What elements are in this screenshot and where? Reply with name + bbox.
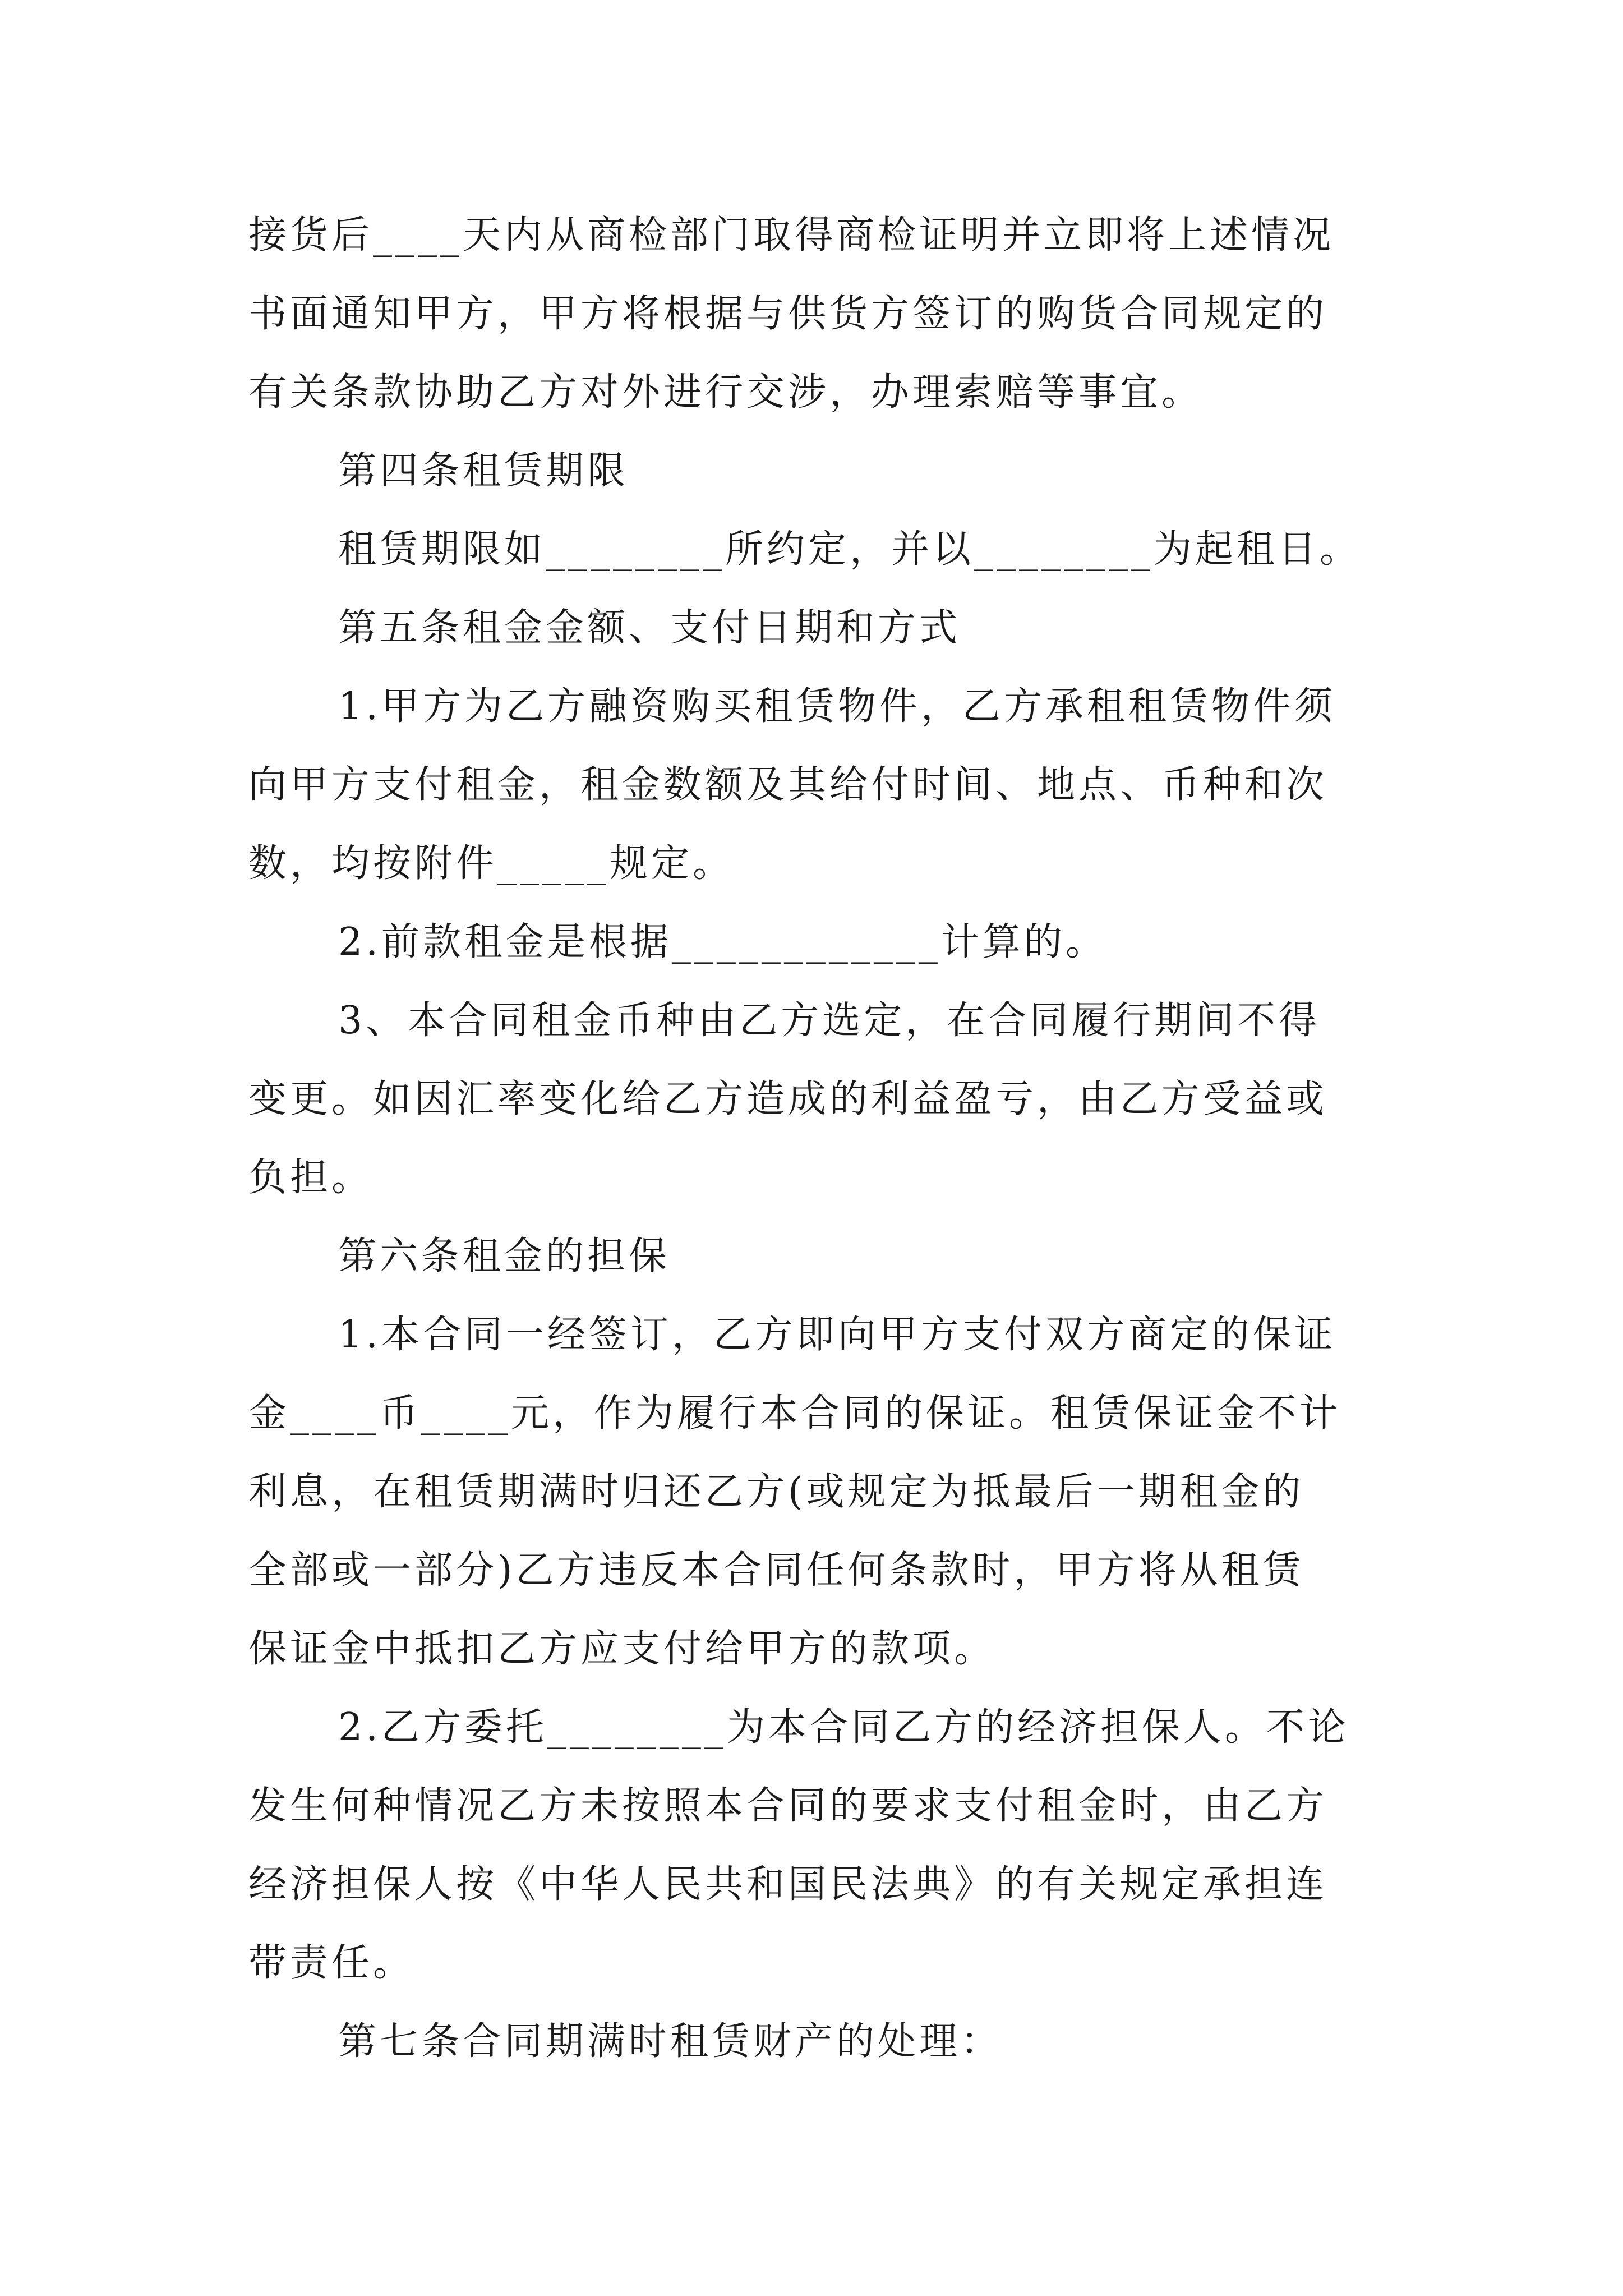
- text-line: 保证金中抵扣乙方应支付给甲方的款项。: [248, 1627, 996, 1671]
- section-heading: 第四条租赁期限: [338, 449, 629, 493]
- text-line: 书面通知甲方，甲方将根据与供货方签订的购货合同规定的: [248, 292, 1328, 336]
- text-line: 向甲方支付租金，租金数额及其给付时间、地点、币种和次: [248, 763, 1328, 807]
- text-line: 1.甲方为乙方融资购买租赁物件，乙方承租租赁物件须: [338, 684, 1336, 729]
- text-line: 接货后____天内从商检部门取得商检证明并立即将上述情况: [248, 213, 1335, 257]
- text-line: 金____币____元，作为履行本合同的保证。租赁保证金不计: [248, 1391, 1341, 1435]
- text-line: 1.本合同一经签订，乙方即向甲方支付双方商定的保证: [338, 1313, 1336, 1357]
- text-line: 2.乙方委托________为本合同乙方的经济担保人。不论: [338, 1705, 1349, 1750]
- text-line: 租赁期限如________所约定，并以________为起租日。: [338, 527, 1362, 572]
- section-heading: 第七条合同期满时租赁财产的处理：: [338, 2019, 1003, 2064]
- text-line: 发生何种情况乙方未按照本合同的要求支付租金时，由乙方: [248, 1784, 1328, 1828]
- text-line: 全部或一部分)乙方违反本合同任何条款时，甲方将从租赁: [248, 1548, 1304, 1593]
- text-line: 有关条款协助乙方对外进行交涉，办理索赔等事宜。: [248, 370, 1204, 415]
- text-line: 变更。如因汇率变化给乙方造成的利益盈亏，由乙方受益或: [248, 1077, 1328, 1121]
- text-line: 负担。: [248, 1156, 374, 1200]
- text-line: 经济担保人按《中华人民共和国民法典》的有关规定承担连: [248, 1862, 1328, 1907]
- section-heading: 第五条租金金额、支付日期和方式: [338, 606, 961, 650]
- section-heading: 第六条租金的担保: [338, 1234, 671, 1278]
- text-line: 利息，在租赁期满时归还乙方(或规定为抵最后一期租金的: [248, 1470, 1304, 1514]
- text-line: 3、本合同租金币种由乙方选定，在合同履行期间不得: [338, 999, 1321, 1043]
- text-line: 带责任。: [248, 1941, 415, 1985]
- text-line: 2.前款租金是根据____________计算的。: [338, 920, 1107, 964]
- text-line: 数，均按附件_____规定。: [248, 841, 735, 886]
